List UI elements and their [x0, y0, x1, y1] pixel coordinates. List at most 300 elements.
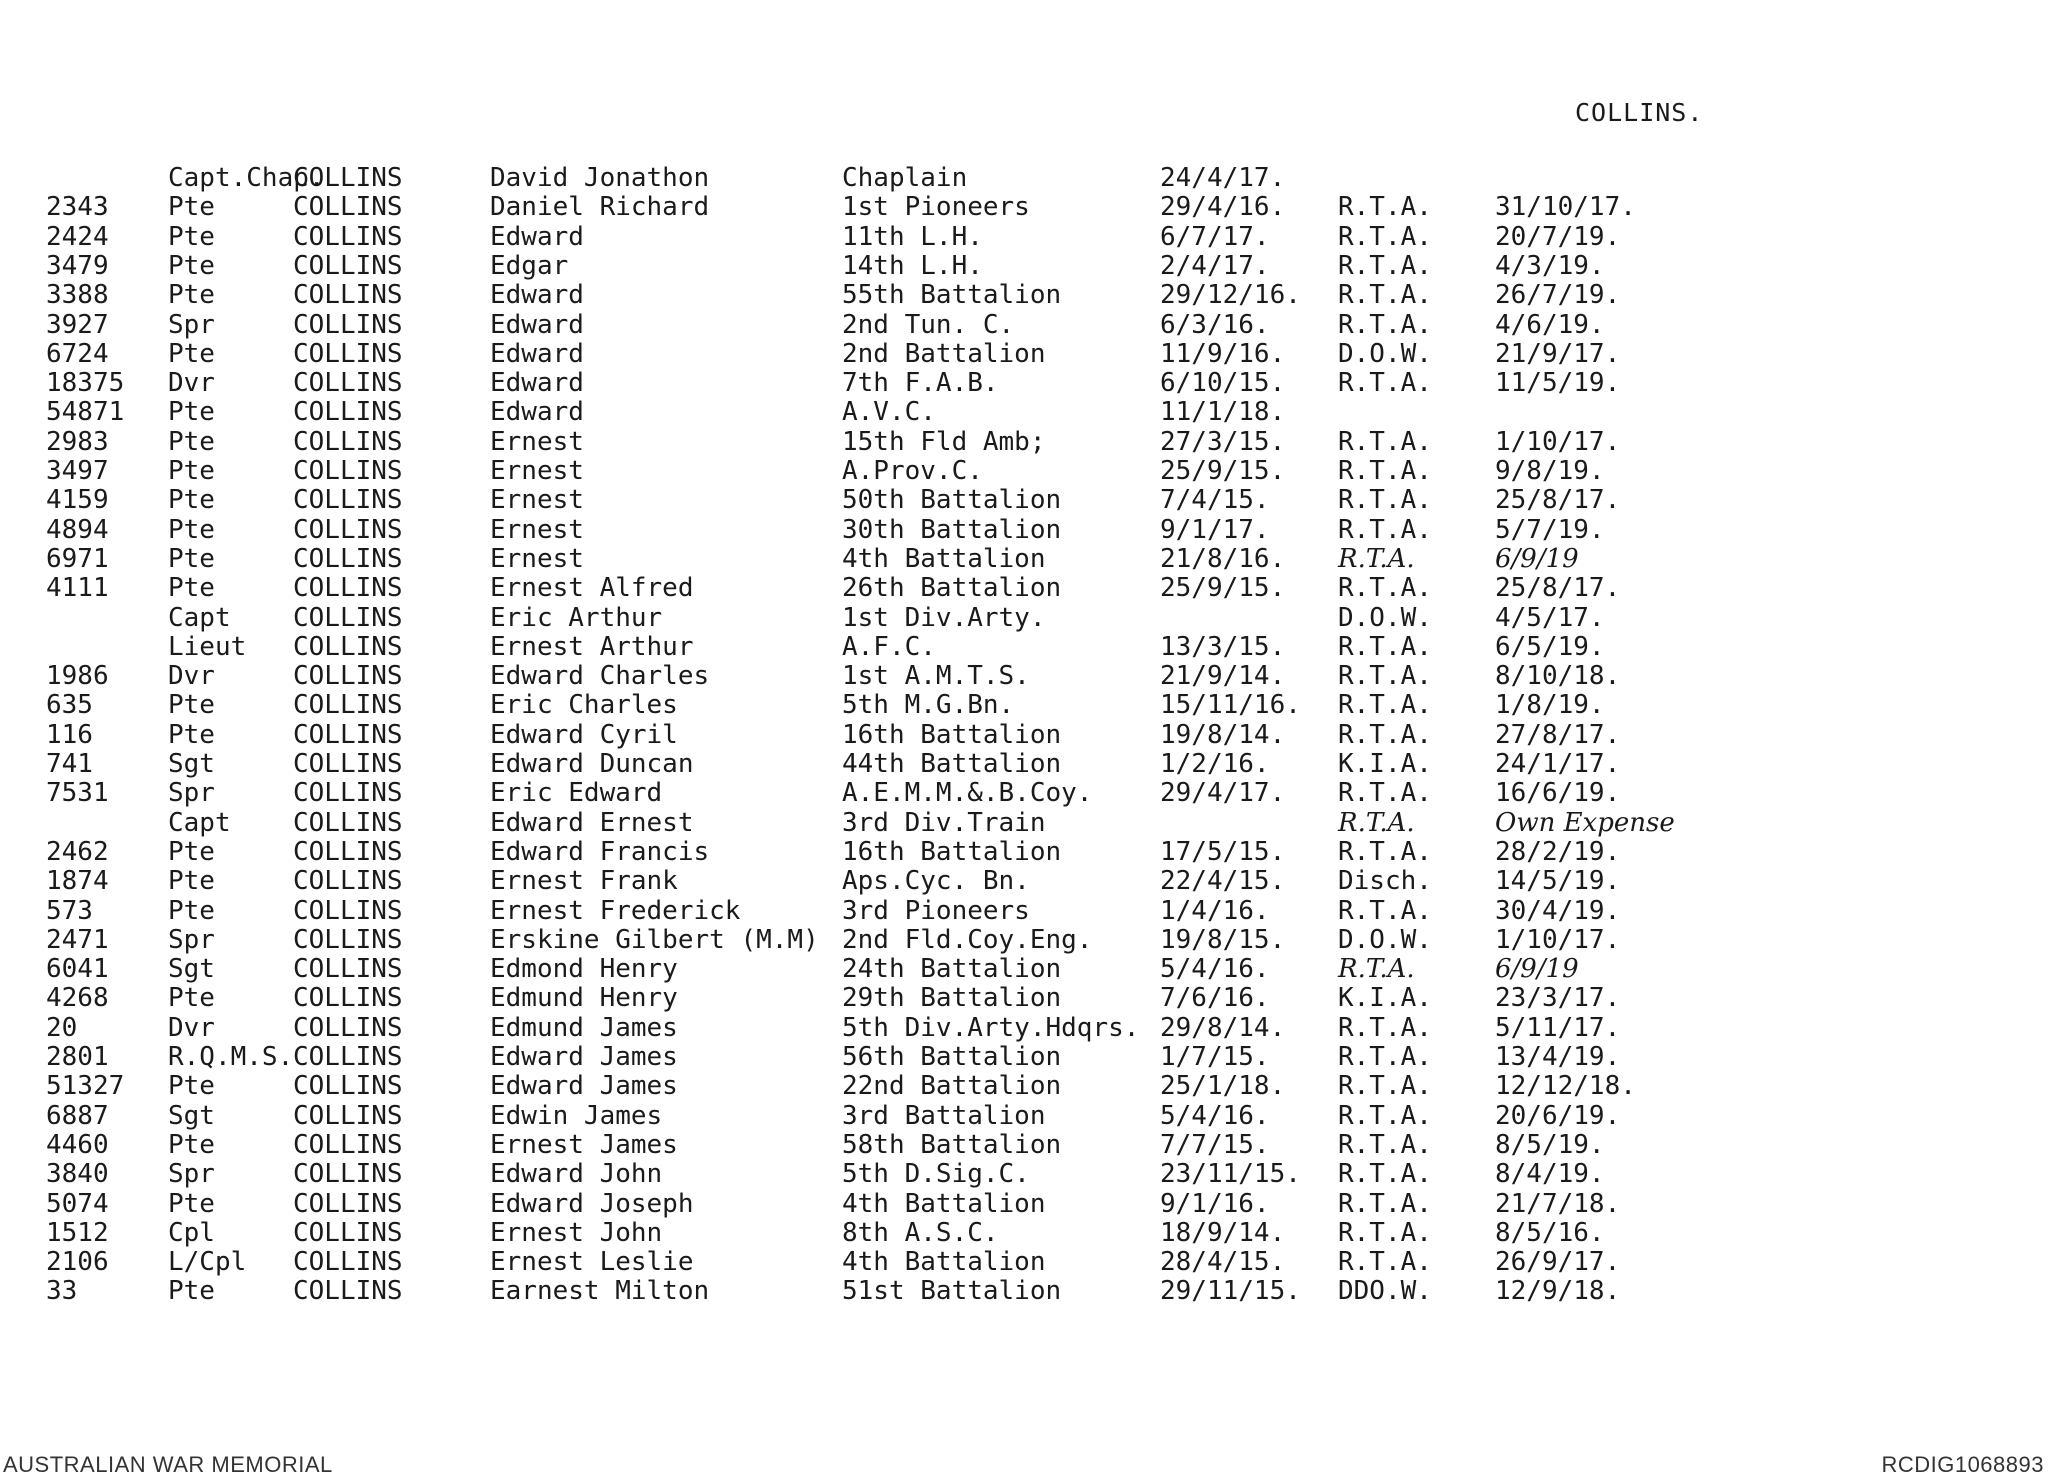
cell-surname: COLLINS	[293, 1218, 403, 1248]
cell-rank: Pte	[168, 866, 215, 896]
cell-service-number: 7531	[46, 778, 109, 808]
cell-enlistment-date: 7/4/15.	[1160, 485, 1270, 515]
cell-rank: Pte	[168, 544, 215, 574]
cell-surname: COLLINS	[293, 749, 403, 779]
cell-rank: Capt	[168, 603, 231, 633]
cell-rank: Cpl	[168, 1218, 215, 1248]
cell-surname: COLLINS	[293, 983, 403, 1013]
cell-unit: 1st Div.Arty.	[842, 603, 1046, 633]
cell-service-number: 2343	[46, 192, 109, 222]
cell-surname: COLLINS	[293, 925, 403, 955]
roll-entry	[0, 485, 1800, 515]
cell-service-number: 116	[46, 720, 93, 750]
cell-surname: COLLINS	[293, 310, 403, 340]
cell-unit: 14th L.H.	[842, 251, 983, 281]
cell-enlistment-date: 25/9/15.	[1160, 456, 1286, 486]
cell-fate: R.T.A.	[1338, 661, 1432, 691]
cell-given-names: Ernest	[490, 456, 584, 486]
cell-surname: COLLINS	[293, 808, 403, 838]
cell-given-names: Ernest Arthur	[490, 632, 694, 662]
cell-given-names: Edward	[490, 368, 584, 398]
roll-entry	[0, 397, 1800, 427]
cell-enlistment-date: 29/4/17.	[1160, 778, 1286, 808]
cell-surname: COLLINS	[293, 251, 403, 281]
cell-rank: Sgt	[168, 749, 215, 779]
cell-enlistment-date: 29/4/16.	[1160, 192, 1286, 222]
cell-enlistment-date: 21/9/14.	[1160, 661, 1286, 691]
cell-surname: COLLINS	[293, 339, 403, 369]
cell-unit: 4th Battalion	[842, 544, 1046, 574]
cell-given-names: Edward	[490, 339, 584, 369]
cell-surname: COLLINS	[293, 720, 403, 750]
roll-entry	[0, 339, 1800, 369]
cell-fate: D.O.W.	[1338, 925, 1432, 955]
roll-entry	[0, 1042, 1800, 1072]
cell-given-names: Ernest Leslie	[490, 1247, 694, 1277]
cell-given-names: Ernest James	[490, 1130, 678, 1160]
cell-surname: COLLINS	[293, 1159, 403, 1189]
cell-rank: Pte	[168, 1130, 215, 1160]
cell-fate: K.I.A.	[1338, 983, 1432, 1013]
cell-unit: Aps.Cyc. Bn.	[842, 866, 1030, 896]
cell-given-names: Edmond Henry	[490, 954, 678, 984]
cell-fate-date: Own Expense	[1495, 808, 1675, 838]
cell-rank: Pte	[168, 397, 215, 427]
roll-entry	[0, 192, 1800, 222]
cell-unit: 56th Battalion	[842, 1042, 1062, 1072]
cell-fate: R.T.A.	[1338, 632, 1432, 662]
cell-surname: COLLINS	[293, 192, 403, 222]
cell-given-names: Edward James	[490, 1071, 678, 1101]
cell-enlistment-date: 24/4/17.	[1160, 163, 1286, 193]
roll-entry	[0, 1130, 1800, 1160]
cell-fate-date: 27/8/17.	[1495, 720, 1621, 750]
cell-service-number: 6041	[46, 954, 109, 984]
cell-fate-date: 4/6/19.	[1495, 310, 1605, 340]
cell-given-names: Daniel Richard	[490, 192, 710, 222]
cell-rank: Pte	[168, 222, 215, 252]
cell-rank: L/Cpl	[168, 1247, 247, 1277]
cell-fate-date: 1/8/19.	[1495, 690, 1605, 720]
cell-fate-date: 12/9/18.	[1495, 1276, 1621, 1306]
cell-enlistment-date: 5/4/16.	[1160, 1101, 1270, 1131]
cell-unit: 5th D.Sig.C.	[842, 1159, 1030, 1189]
roll-entry	[0, 515, 1800, 545]
cell-surname: COLLINS	[293, 427, 403, 457]
cell-unit: 1st Pioneers	[842, 192, 1030, 222]
cell-fate-date: 21/7/18.	[1495, 1189, 1621, 1219]
cell-given-names: Earnest Milton	[490, 1276, 710, 1306]
cell-fate: R.T.A.	[1338, 368, 1432, 398]
roll-entry	[0, 1276, 1800, 1306]
cell-service-number: 4460	[46, 1130, 109, 1160]
cell-rank: Capt.Chap.	[168, 163, 325, 193]
cell-fate-date: 26/9/17.	[1495, 1247, 1621, 1277]
cell-surname: COLLINS	[293, 573, 403, 603]
cell-enlistment-date: 7/6/16.	[1160, 983, 1270, 1013]
cell-fate-date: 6/5/19.	[1495, 632, 1605, 662]
cell-surname: COLLINS	[293, 222, 403, 252]
roll-entry	[0, 280, 1800, 310]
footer-record-id: RCDIG1068893	[1881, 1452, 2044, 1477]
roll-entry	[0, 925, 1800, 955]
cell-service-number: 4111	[46, 573, 109, 603]
cell-enlistment-date: 25/1/18.	[1160, 1071, 1286, 1101]
cell-surname: COLLINS	[293, 1247, 403, 1277]
cell-fate: R.T.A.	[1338, 1101, 1432, 1131]
cell-unit: 44th Battalion	[842, 749, 1062, 779]
cell-service-number: 3479	[46, 251, 109, 281]
cell-fate-date: 13/4/19.	[1495, 1042, 1621, 1072]
cell-fate-date: 5/7/19.	[1495, 515, 1605, 545]
cell-surname: COLLINS	[293, 1013, 403, 1043]
cell-fate: R.T.A.	[1338, 720, 1432, 750]
cell-given-names: Edmund Henry	[490, 983, 678, 1013]
cell-fate: R.T.A.	[1338, 573, 1432, 603]
cell-rank: Pte	[168, 573, 215, 603]
cell-fate-date: 6/9/19	[1495, 544, 1579, 574]
cell-given-names: Eric Edward	[490, 778, 663, 808]
roll-entry	[0, 573, 1800, 603]
cell-unit: 2nd Tun. C.	[842, 310, 1015, 340]
cell-unit: 1st A.M.T.S.	[842, 661, 1030, 691]
roll-entry	[0, 251, 1800, 281]
cell-service-number: 3388	[46, 280, 109, 310]
roll-entry	[0, 544, 1800, 574]
cell-given-names: Ernest Frank	[490, 866, 678, 896]
cell-fate: R.T.A.	[1338, 1218, 1432, 1248]
cell-fate: R.T.A.	[1338, 1013, 1432, 1043]
cell-service-number: 18375	[46, 368, 125, 398]
cell-fate-date: 20/6/19.	[1495, 1101, 1621, 1131]
cell-rank: Pte	[168, 1071, 215, 1101]
roll-entry	[0, 837, 1800, 867]
cell-fate-date: 4/5/17.	[1495, 603, 1605, 633]
cell-given-names: Ernest	[490, 544, 584, 574]
cell-rank: Pte	[168, 280, 215, 310]
cell-unit: 50th Battalion	[842, 485, 1062, 515]
cell-enlistment-date: 21/8/16.	[1160, 544, 1286, 574]
cell-service-number: 6971	[46, 544, 109, 574]
cell-enlistment-date: 13/3/15.	[1160, 632, 1286, 662]
cell-fate-date: 20/7/19.	[1495, 222, 1621, 252]
cell-enlistment-date: 22/4/15.	[1160, 866, 1286, 896]
cell-given-names: Erskine Gilbert (M.M)	[490, 925, 819, 955]
cell-enlistment-date: 15/11/16.	[1160, 690, 1301, 720]
cell-unit: 30th Battalion	[842, 515, 1062, 545]
roll-entry	[0, 1247, 1800, 1277]
cell-rank: Lieut	[168, 632, 247, 662]
cell-fate: R.T.A.	[1338, 1130, 1432, 1160]
cell-unit: 3rd Div.Train	[842, 808, 1046, 838]
cell-surname: COLLINS	[293, 485, 403, 515]
cell-surname: COLLINS	[293, 163, 403, 193]
cell-fate-date: 8/5/16.	[1495, 1218, 1605, 1248]
cell-enlistment-date: 29/8/14.	[1160, 1013, 1286, 1043]
roll-entry	[0, 1218, 1800, 1248]
roll-entry	[0, 222, 1800, 252]
roll-entry	[0, 720, 1800, 750]
cell-given-names: Ernest	[490, 515, 584, 545]
cell-given-names: Ernest Frederick	[490, 896, 741, 926]
cell-rank: Pte	[168, 456, 215, 486]
cell-service-number: 2462	[46, 837, 109, 867]
cell-fate-date: 4/3/19.	[1495, 251, 1605, 281]
cell-fate: R.T.A.	[1338, 456, 1432, 486]
cell-surname: COLLINS	[293, 397, 403, 427]
roll-entry	[0, 808, 1800, 838]
cell-fate-date: 9/8/19.	[1495, 456, 1605, 486]
cell-rank: R.Q.M.S.	[168, 1042, 294, 1072]
cell-enlistment-date: 1/4/16.	[1160, 896, 1270, 926]
cell-service-number: 6724	[46, 339, 109, 369]
cell-rank: Pte	[168, 896, 215, 926]
cell-fate-date: 5/11/17.	[1495, 1013, 1621, 1043]
cell-surname: COLLINS	[293, 866, 403, 896]
cell-service-number: 5074	[46, 1189, 109, 1219]
cell-fate-date: 25/8/17.	[1495, 485, 1621, 515]
cell-fate: DDO.W.	[1338, 1276, 1432, 1306]
cell-surname: COLLINS	[293, 544, 403, 574]
roll-entry	[0, 310, 1800, 340]
cell-unit: 29th Battalion	[842, 983, 1062, 1013]
cell-given-names: Edward Cyril	[490, 720, 678, 750]
cell-rank: Sgt	[168, 954, 215, 984]
cell-enlistment-date: 2/4/17.	[1160, 251, 1270, 281]
cell-enlistment-date: 6/7/17.	[1160, 222, 1270, 252]
roll-entry	[0, 866, 1800, 896]
cell-fate-date: 14/5/19.	[1495, 866, 1621, 896]
roll-entry	[0, 427, 1800, 457]
cell-fate-date: 31/10/17.	[1495, 192, 1636, 222]
cell-enlistment-date: 1/7/15.	[1160, 1042, 1270, 1072]
cell-fate-date: 25/8/17.	[1495, 573, 1621, 603]
cell-fate: K.I.A.	[1338, 749, 1432, 779]
cell-fate-date: 12/12/18.	[1495, 1071, 1636, 1101]
roll-entry	[0, 896, 1800, 926]
cell-rank: Spr	[168, 1159, 215, 1189]
roll-entry	[0, 603, 1800, 633]
cell-enlistment-date: 29/12/16.	[1160, 280, 1301, 310]
cell-rank: Spr	[168, 925, 215, 955]
cell-service-number: 51327	[46, 1071, 125, 1101]
cell-surname: COLLINS	[293, 368, 403, 398]
cell-service-number: 741	[46, 749, 93, 779]
cell-fate-date: 26/7/19.	[1495, 280, 1621, 310]
cell-unit: 16th Battalion	[842, 837, 1062, 867]
cell-enlistment-date: 7/7/15.	[1160, 1130, 1270, 1160]
cell-surname: COLLINS	[293, 1130, 403, 1160]
cell-fate-date: 30/4/19.	[1495, 896, 1621, 926]
cell-fate: R.T.A.	[1338, 310, 1432, 340]
cell-enlistment-date: 25/9/15.	[1160, 573, 1286, 603]
cell-fate-date: 8/10/18.	[1495, 661, 1621, 691]
cell-surname: COLLINS	[293, 1042, 403, 1072]
cell-surname: COLLINS	[293, 837, 403, 867]
cell-fate: R.T.A.	[1338, 778, 1432, 808]
cell-service-number: 4268	[46, 983, 109, 1013]
cell-fate: R.T.A.	[1338, 192, 1432, 222]
cell-unit: A.V.C.	[842, 397, 936, 427]
cell-surname: COLLINS	[293, 690, 403, 720]
cell-given-names: Edward	[490, 222, 584, 252]
cell-fate-date: 1/10/17.	[1495, 427, 1621, 457]
cell-fate-date: 1/10/17.	[1495, 925, 1621, 955]
cell-unit: Chaplain	[842, 163, 968, 193]
roll-entry	[0, 749, 1800, 779]
cell-given-names: David Jonathon	[490, 163, 710, 193]
cell-rank: Pte	[168, 485, 215, 515]
cell-service-number: 54871	[46, 397, 125, 427]
cell-fate: R.T.A.	[1338, 808, 1415, 838]
cell-service-number: 3840	[46, 1159, 109, 1189]
cell-rank: Pte	[168, 983, 215, 1013]
cell-unit: 22nd Battalion	[842, 1071, 1062, 1101]
roll-entry	[0, 778, 1800, 808]
roll-entry	[0, 456, 1800, 486]
cell-fate-date: 11/5/19.	[1495, 368, 1621, 398]
cell-fate: R.T.A.	[1338, 544, 1415, 574]
cell-fate-date: 8/4/19.	[1495, 1159, 1605, 1189]
cell-rank: Sgt	[168, 1101, 215, 1131]
cell-enlistment-date: 29/11/15.	[1160, 1276, 1301, 1306]
cell-surname: COLLINS	[293, 632, 403, 662]
cell-service-number: 4894	[46, 515, 109, 545]
cell-enlistment-date: 6/3/16.	[1160, 310, 1270, 340]
roll-entry	[0, 632, 1800, 662]
cell-fate: R.T.A.	[1338, 1042, 1432, 1072]
cell-unit: 5th Div.Arty.Hdqrs.	[842, 1013, 1140, 1043]
cell-fate: R.T.A.	[1338, 1159, 1432, 1189]
cell-fate-date: 16/6/19.	[1495, 778, 1621, 808]
cell-given-names: Edward Charles	[490, 661, 710, 691]
cell-enlistment-date: 27/3/15.	[1160, 427, 1286, 457]
roll-entry	[0, 1071, 1800, 1101]
cell-unit: 3rd Pioneers	[842, 896, 1030, 926]
cell-given-names: Eric Arthur	[490, 603, 663, 633]
cell-surname: COLLINS	[293, 515, 403, 545]
cell-surname: COLLINS	[293, 954, 403, 984]
cell-rank: Spr	[168, 310, 215, 340]
cell-service-number: 2471	[46, 925, 109, 955]
roll-entry	[0, 1189, 1800, 1219]
cell-fate: R.T.A.	[1338, 690, 1432, 720]
cell-fate-date: 6/9/19	[1495, 954, 1579, 984]
cell-unit: A.E.M.M.&.B.Coy.	[842, 778, 1093, 808]
cell-fate: R.T.A.	[1338, 427, 1432, 457]
cell-given-names: Edward Ernest	[490, 808, 694, 838]
cell-enlistment-date: 1/2/16.	[1160, 749, 1270, 779]
cell-surname: COLLINS	[293, 1189, 403, 1219]
cell-fate: R.T.A.	[1338, 1189, 1432, 1219]
cell-unit: 11th L.H.	[842, 222, 983, 252]
cell-service-number: 2983	[46, 427, 109, 457]
cell-unit: 55th Battalion	[842, 280, 1062, 310]
cell-surname: COLLINS	[293, 778, 403, 808]
cell-given-names: Ernest Alfred	[490, 573, 694, 603]
cell-service-number: 573	[46, 896, 93, 926]
cell-rank: Pte	[168, 251, 215, 281]
cell-rank: Pte	[168, 1276, 215, 1306]
cell-given-names: Edward	[490, 397, 584, 427]
roll-entry	[0, 1101, 1800, 1131]
cell-fate-date: 21/9/17.	[1495, 339, 1621, 369]
cell-unit: 3rd Battalion	[842, 1101, 1046, 1131]
cell-surname: COLLINS	[293, 661, 403, 691]
cell-unit: A.F.C.	[842, 632, 936, 662]
cell-given-names: Edwin James	[490, 1101, 663, 1131]
roll-entry	[0, 983, 1800, 1013]
cell-service-number: 1874	[46, 866, 109, 896]
cell-rank: Pte	[168, 837, 215, 867]
cell-given-names: Ernest John	[490, 1218, 663, 1248]
cell-surname: COLLINS	[293, 896, 403, 926]
cell-service-number: 2106	[46, 1247, 109, 1277]
cell-surname: COLLINS	[293, 1101, 403, 1131]
cell-service-number: 33	[46, 1276, 78, 1306]
cell-fate: R.T.A.	[1338, 485, 1432, 515]
cell-unit: 2nd Battalion	[842, 339, 1046, 369]
cell-enlistment-date: 11/1/18.	[1160, 397, 1286, 427]
cell-given-names: Edward	[490, 280, 584, 310]
cell-rank: Dvr	[168, 1013, 215, 1043]
cell-surname: COLLINS	[293, 1276, 403, 1306]
cell-rank: Pte	[168, 690, 215, 720]
cell-fate-date: 23/3/17.	[1495, 983, 1621, 1013]
cell-surname: COLLINS	[293, 456, 403, 486]
cell-surname: COLLINS	[293, 280, 403, 310]
cell-rank: Pte	[168, 515, 215, 545]
cell-unit: 26th Battalion	[842, 573, 1062, 603]
cell-unit: 4th Battalion	[842, 1189, 1046, 1219]
cell-fate-date: 28/2/19.	[1495, 837, 1621, 867]
cell-unit: 7th F.A.B.	[842, 368, 999, 398]
cell-fate: D.O.W.	[1338, 339, 1432, 369]
cell-fate: R.T.A.	[1338, 896, 1432, 926]
cell-enlistment-date: 6/10/15.	[1160, 368, 1286, 398]
cell-enlistment-date: 28/4/15.	[1160, 1247, 1286, 1277]
cell-service-number: 4159	[46, 485, 109, 515]
cell-service-number: 3497	[46, 456, 109, 486]
cell-given-names: Edward Joseph	[490, 1189, 694, 1219]
cell-surname: COLLINS	[293, 1071, 403, 1101]
cell-unit: 58th Battalion	[842, 1130, 1062, 1160]
cell-fate-date: 8/5/19.	[1495, 1130, 1605, 1160]
cell-enlistment-date: 17/5/15.	[1160, 837, 1286, 867]
page-heading: COLLINS.	[1575, 98, 1704, 127]
cell-fate: R.T.A.	[1338, 1247, 1432, 1277]
cell-enlistment-date: 11/9/16.	[1160, 339, 1286, 369]
cell-given-names: Ernest	[490, 485, 584, 515]
cell-fate-date: 24/1/17.	[1495, 749, 1621, 779]
roll-entry	[0, 1159, 1800, 1189]
cell-service-number: 20	[46, 1013, 78, 1043]
cell-enlistment-date: 19/8/15.	[1160, 925, 1286, 955]
cell-unit: 51st Battalion	[842, 1276, 1062, 1306]
cell-service-number: 635	[46, 690, 93, 720]
cell-fate: R.T.A.	[1338, 837, 1432, 867]
cell-enlistment-date: 18/9/14.	[1160, 1218, 1286, 1248]
cell-service-number: 2801	[46, 1042, 109, 1072]
cell-fate: R.T.A.	[1338, 1071, 1432, 1101]
cell-service-number: 3927	[46, 310, 109, 340]
cell-fate: Disch.	[1338, 866, 1432, 896]
cell-given-names: Edward James	[490, 1042, 678, 1072]
cell-fate: R.T.A.	[1338, 222, 1432, 252]
cell-enlistment-date: 9/1/17.	[1160, 515, 1270, 545]
roll-entry	[0, 1013, 1800, 1043]
cell-rank: Spr	[168, 778, 215, 808]
